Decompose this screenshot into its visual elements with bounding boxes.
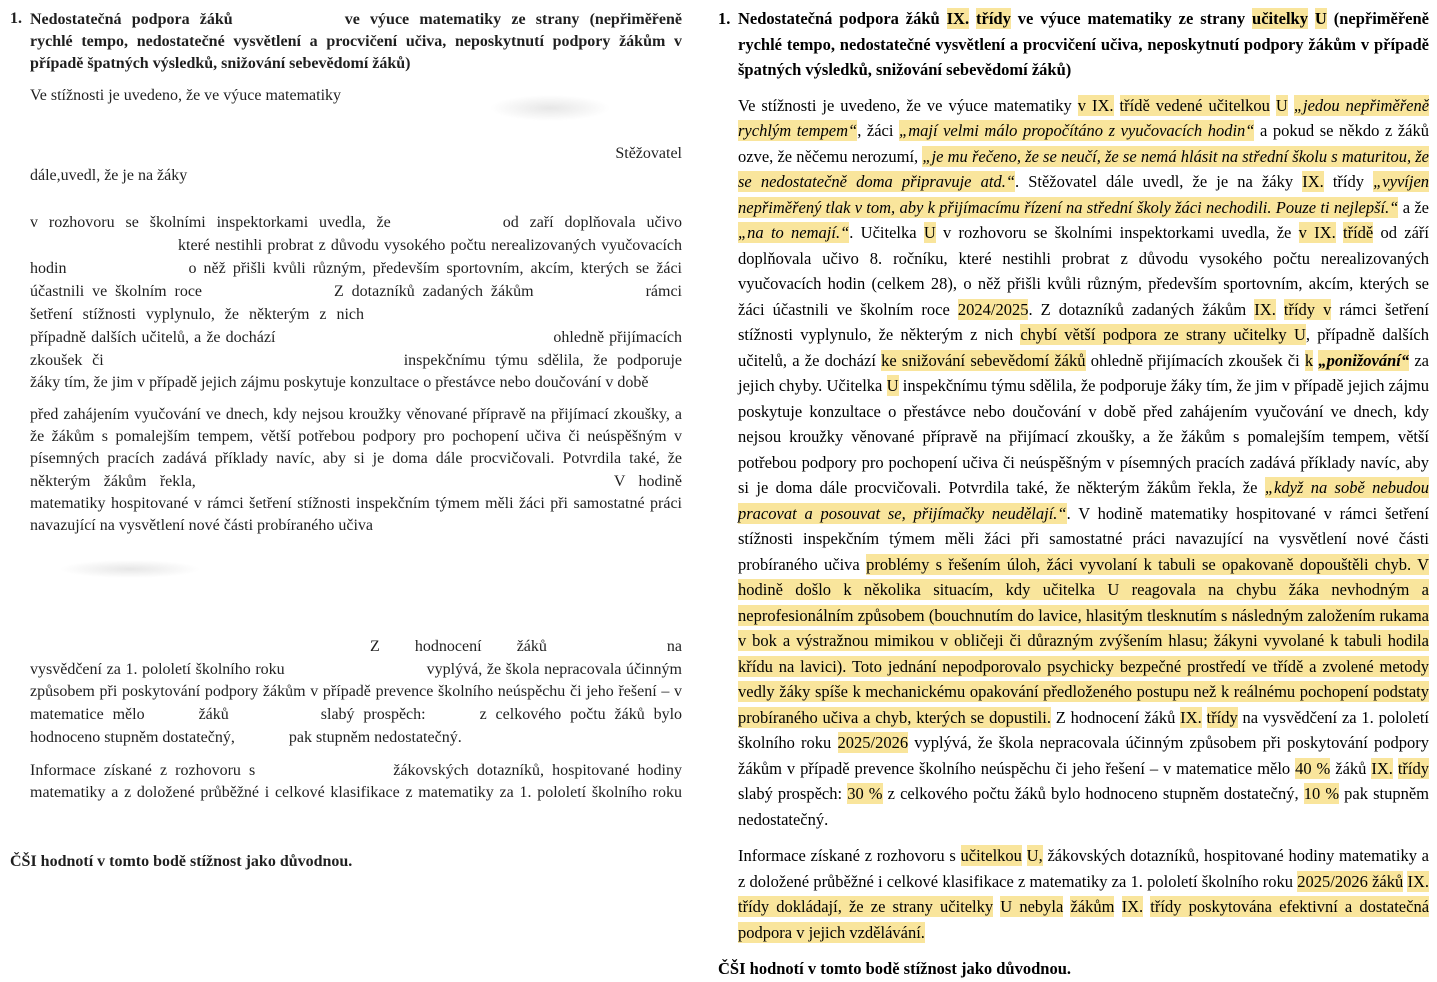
redacted-gap xyxy=(145,703,199,719)
redacted-block xyxy=(30,107,682,143)
text-run: V hodině matematiky hospitované v rámci šetření stížnosti inspekčním týmem měli žáci při samostatné práci navazující na vysvětlení nové části probíraného učiva xyxy=(30,473,683,534)
text-run: které nestihli probrat z důvodu vysokého počtu nerealizovaných vyučovacích hodin xyxy=(30,237,682,277)
highlighted-text: třídy xyxy=(1397,758,1429,778)
verdict-line: ČŠI hodnotí v tomto bodě stížnost jako důvodnou. xyxy=(718,959,1072,978)
verdict-line: ČŠI hodnotí v tomto bodě stížnost jako důvodnou. xyxy=(10,853,353,870)
text-run: Z dotazníků zadaných žákům xyxy=(334,283,534,300)
highlighted-text: IX. xyxy=(1254,299,1276,319)
text-run: na vysvědčení za 1. pololetí školního roku xyxy=(738,707,1429,752)
highlighted-text: U xyxy=(1275,95,1288,115)
highlighted-text: 10 % xyxy=(1303,784,1340,803)
text-run xyxy=(1270,96,1276,115)
text-run xyxy=(1114,96,1120,115)
text-run: žáků xyxy=(198,706,229,723)
complaint-heading xyxy=(30,8,682,75)
text-run: slabý prospěch: xyxy=(320,706,426,723)
text-run: Nedostatečná podpora žáků xyxy=(738,9,947,28)
highlighted-text: U xyxy=(923,223,936,242)
text-run: Informace získané z rozhovoru s xyxy=(738,846,961,865)
highlighted-text: třídě vedené učitelkou xyxy=(1119,95,1270,115)
text-run: od září doplňovala učivo 8. ročníku, které nestihli probrat z důvodu vysokého počtu nerealizovaných vyučovacích hodin (celkem 28), o něž přišli kvůli různým, především sportovním, akcím, kterých se žáci účastnili ve školním roce xyxy=(738,223,1430,319)
text-run: o něž přišli kvůli různým, především sportovním, akcím, kterých se žáci účastnili ve školním roce xyxy=(30,260,682,300)
redacted-gap xyxy=(30,635,370,651)
paragraph-3 xyxy=(30,404,682,537)
text-run: na vysvědčení za 1. pololetí školního roku xyxy=(30,638,682,678)
text-run: a pokud se někdo z žáků ozve, že něčemu nerozumí, xyxy=(738,121,1429,166)
redacted-gap xyxy=(30,234,178,250)
highlighted-text: učitelkou xyxy=(960,846,1022,865)
text-run: Nedostatečná podpora žáků xyxy=(30,11,233,28)
text-run: inspekčnímu týmu sdělila, že podporuje žáky tím, že jim v případě jejich zájmu poskytuje konzultace o přestávce nebo doučování v době xyxy=(30,352,682,391)
item-number: 1. xyxy=(718,9,731,28)
text-run: inspekčnímu týmu sdělila, že podporuje žáky tím, že jim v případě jejich zájmu poskytuje konzultace o přestávce nebo doučování v době před zahájením vyučování ve dnech, kdy nejsou kroužky věnované přípravě na přijímací zkoušky, a že žákům s pomalejším tempem, větší potřebou podpory pro pochopení učiva či neúspěšným v písemných pracích zadává příklady navíc, aby si je doma dále procvičovali. Potvrdila také, že některým žákům řekla, že xyxy=(738,376,1429,497)
text-run: ve výuce matematiky ze strany (nepřiměřeně rychlé tempo, nedostatečné vysvětlení a procvičení učiva, neposkytnutí podpory žákům v případě špatných výsledků, snižování sebevědomí žáků) xyxy=(30,11,682,72)
highlighted-text: žákům xyxy=(1070,897,1115,916)
highlighted-text: „mají velmi málo propočítáno z vyučovacích hodin“ xyxy=(899,121,1255,140)
highlighted-text: třídě xyxy=(1342,223,1374,242)
text-run: . Učitelka xyxy=(849,223,924,242)
redacted-gap xyxy=(426,703,480,719)
text-run: (nepřiměřeně rychlé tempo, nedostatečné vysvětlení a procvičení učiva, neposkytnutí podpory žákům v případě špatných výsledků, snižování sebevědomí žáků) xyxy=(738,9,1429,79)
redacted-gap xyxy=(104,349,404,365)
highlighted-text: IX. xyxy=(1302,172,1324,191)
text-run: ve výuce matematiky ze strany xyxy=(1010,9,1253,28)
highlighted-text: U, xyxy=(1026,846,1043,865)
text-run: rámci šetření stížnosti vyplynulo, že některým z nich xyxy=(738,299,1430,344)
highlighted-text: problémy s řešením úloh, žáci vyvolaní k tabuli se opakovaně dopouštěli chyb. V hodině došlo k několika situacím, kdy učitelka U reagovala na chybu žáka nevhodným a neprofesionálním způsobem (bouchnutím do lavice, hlasitým tlesknutím s následným založením rukama v bok a výstražnou mimikou v obličeji či důrazným zvýšením hlasu; žákyni vyvolané k tabuli hodila křídu na lavici). Toto jednání nepodporovalo psychicky bezpečné prostředí ve třídě a zvolené metody vedly žáky spíše k mechanickému opakování předloženého postupu než k reálnému pochopení podstaty probíraného učiva a chyb, kterých se dopustili. xyxy=(738,554,1430,727)
complaint-body xyxy=(30,8,682,827)
text-run xyxy=(1308,9,1315,28)
highlighted-text: třídy poskytována efektivní a dostatečná podpora v jejich vzdělávání. xyxy=(738,897,1430,942)
highlighted-text: IX. xyxy=(1407,871,1429,891)
redacted-block xyxy=(30,547,682,635)
text-run: pak stupněm nedostatečný. xyxy=(288,729,462,746)
highlighted-text: 2025/2026 žáků xyxy=(1297,871,1404,891)
redacted-gap xyxy=(196,470,614,486)
text-line: dále,uvedl, že je na žáky xyxy=(30,167,188,184)
text-run: třídy xyxy=(1323,172,1374,191)
redacted-gap xyxy=(229,703,321,719)
text-line: Stěžovatel xyxy=(615,145,682,162)
text-run: v rozhovoru se školními inspektorkami uvedla, že xyxy=(935,223,1299,242)
paragraph-4 xyxy=(30,547,682,749)
highlighted-text: třídy xyxy=(1206,707,1238,727)
highlighted-text: „vyvíjen nepřiměřený tlak v tom, aby k přijímacímu řízení na střední školy žáci nechodili. Pouze ti nejlepší.“ xyxy=(738,172,1430,217)
redacted-gap xyxy=(233,8,345,24)
highlighted-text: „když na sobě nebudou pracovat a posouvat se, přijímačky neudělají.“ xyxy=(738,478,1429,523)
text-run: vyplývá, že škola nepracovala účinným způsobem při poskytování podpory žákům v případě prevence školního neúspěchu či jeho řešení – v matematice mělo xyxy=(738,733,1429,778)
text-run: žákovských dotazníků, hospitované hodiny matematiky a z doložené průběžné i celkové klasifikace z matematiky za 1. pololetí školního roku xyxy=(30,762,683,801)
redacted-gap xyxy=(391,211,503,227)
text-run: ohledně přijímacích zkoušek či xyxy=(30,329,682,369)
text-run xyxy=(1114,897,1121,916)
text-run: žákovských dotazníků, hospitované hodiny matematiky a z doložené průběžné i celkové klasifikace z matematiky za 1. pololetí školního roku xyxy=(738,846,1430,891)
text-run: Z hodnocení žáků xyxy=(370,638,547,655)
paragraph-1 xyxy=(30,85,682,201)
right-page-highlighted-version xyxy=(716,0,1437,978)
highlighted-text: třídy v xyxy=(1283,299,1332,319)
text-run: . Stěžovatel dále uvedl, že je na žáky xyxy=(1015,172,1303,191)
highlighted-text: „je mu řečeno, že se neučí, že se nemá hlásit na střední školu s maturitou, že se nedostatečně doma připravuje atd.“ xyxy=(738,146,1429,191)
highlighted-text: „na to nemají.“ xyxy=(738,223,850,242)
text-run: . Z dotazníků zadaných žákům xyxy=(1028,299,1255,319)
text-run: z celkového počtu žáků bylo hodnoceno stupněm dostatečný, xyxy=(30,706,683,746)
redacted-block xyxy=(30,187,682,201)
text-run: a že xyxy=(1398,197,1429,217)
highlighted-text: U xyxy=(886,376,899,395)
highlighted-text: 2024/2025 xyxy=(957,299,1029,319)
paragraph-1 xyxy=(738,93,1429,833)
text-run: vyplývá, že škola nepracovala účinným způsobem při poskytování podpory žákům v případě prevence školního neúspěchu či jeho řešení – v matematice mělo xyxy=(30,661,682,723)
highlighted-text: 30 % xyxy=(847,784,883,803)
paragraph-2 xyxy=(738,843,1429,945)
complaint-body xyxy=(738,6,1429,945)
highlighted-text: „ponižování“ xyxy=(1318,350,1410,370)
redacted-gap xyxy=(275,326,553,342)
left-page-scanned-original xyxy=(0,0,716,898)
redacted-gap xyxy=(255,759,393,775)
item-number: 1. xyxy=(10,10,22,27)
redacted-gap xyxy=(547,635,667,651)
text-run: rámci šetření stížnosti vyplynulo, že některým z nich xyxy=(30,283,682,323)
highlighted-text: IX. xyxy=(1371,758,1393,778)
redacted-gap xyxy=(364,303,682,319)
complaint-heading xyxy=(738,6,1429,83)
text-run: ohledně přijímacích zkoušek či xyxy=(1085,350,1305,370)
highlighted-text: 2025/2026 xyxy=(837,733,909,752)
highlighted-text: třídy xyxy=(976,9,1011,28)
text-run: slabý prospěch: xyxy=(738,784,848,803)
highlighted-text: třídy dokládají, že ze strany učitelky xyxy=(738,897,994,916)
text-run: Informace získané z rozhovoru s xyxy=(30,762,256,779)
redacted-gap xyxy=(235,726,289,742)
paragraph-2 xyxy=(30,211,682,394)
text-run: případně dalších učitelů, a že dochází xyxy=(30,329,276,346)
text-run: Z hodnocení žáků xyxy=(1050,707,1181,727)
text-run: od zaří doplňovala učivo xyxy=(502,214,682,231)
redacted-gap xyxy=(285,658,427,674)
highlighted-text: v IX. xyxy=(1077,95,1114,115)
highlighted-text: U xyxy=(1314,9,1327,28)
text-run xyxy=(1336,223,1343,242)
text-run: za jejich chyby. Učitelka xyxy=(738,350,1429,395)
highlighted-text: ke snižování sebevědomí žáků xyxy=(881,350,1086,370)
text-run: . V hodině matematiky hospitované v rámci šetření stížnosti inspekčním týmem měli žáci při samostatné práci navazující na vysvětlení nové části probíraného učiva xyxy=(738,503,1429,574)
text-run: žáků xyxy=(1330,758,1372,778)
text-run xyxy=(1202,708,1207,727)
redacted-gap xyxy=(202,280,334,296)
text-run: Ve stížnosti je uvedeno, že ve výuce matematiky xyxy=(30,87,342,104)
text-run: , případně dalších učitelů, a že dochází xyxy=(738,325,1429,370)
highlighted-text: k xyxy=(1304,350,1314,370)
text-run: pak stupněm nedostatečný. xyxy=(738,784,1430,829)
highlighted-text: 40 % xyxy=(1295,758,1331,778)
highlighted-text: IX. xyxy=(1121,897,1144,916)
text-run xyxy=(1288,96,1294,115)
text-run: , žáci xyxy=(857,121,900,140)
highlighted-text: U nebyla xyxy=(1000,897,1064,916)
redacted-gap xyxy=(30,804,120,820)
text-run: v rozhovoru se školními inspektorkami uvedla, že xyxy=(30,214,391,231)
highlighted-text: IX. xyxy=(946,9,970,28)
redacted-gap xyxy=(66,257,188,273)
text-run xyxy=(1276,300,1284,319)
highlighted-text: IX. xyxy=(1180,707,1202,727)
text-run: Ve stížnosti je uvedeno, že ve výuce matematiky xyxy=(738,95,1078,115)
highlighted-text: chybí větší podpora ze strany učitelky U xyxy=(1020,325,1306,344)
text-run: z celkového počtu žáků bylo hodnoceno stupněm dostatečný, xyxy=(882,784,1304,803)
highlighted-text: v IX. xyxy=(1298,223,1336,242)
text-run xyxy=(969,9,976,28)
text-run xyxy=(1022,846,1027,865)
complaint-item xyxy=(718,6,1429,945)
highlighted-text: „jedou nepřiměřeně rychlým tempem“ xyxy=(738,95,1430,140)
redacted-gap xyxy=(534,280,646,296)
highlighted-text: učitelky xyxy=(1252,9,1308,28)
text-run: před zahájením vyučování ve dnech, kdy nejsou kroužky věnované přípravě na přijímací zkoušky, a že žákům s pomalejším tempem, větší potřebou podpory pro pochopení učiva či neúspěšným v písemných pracích zadává příklady navíc, aby si je doma dále procvičovali. Potvrdila také, že některým žákům řekla, xyxy=(30,406,682,490)
complaint-item xyxy=(10,8,682,827)
paragraph-5 xyxy=(30,759,682,827)
